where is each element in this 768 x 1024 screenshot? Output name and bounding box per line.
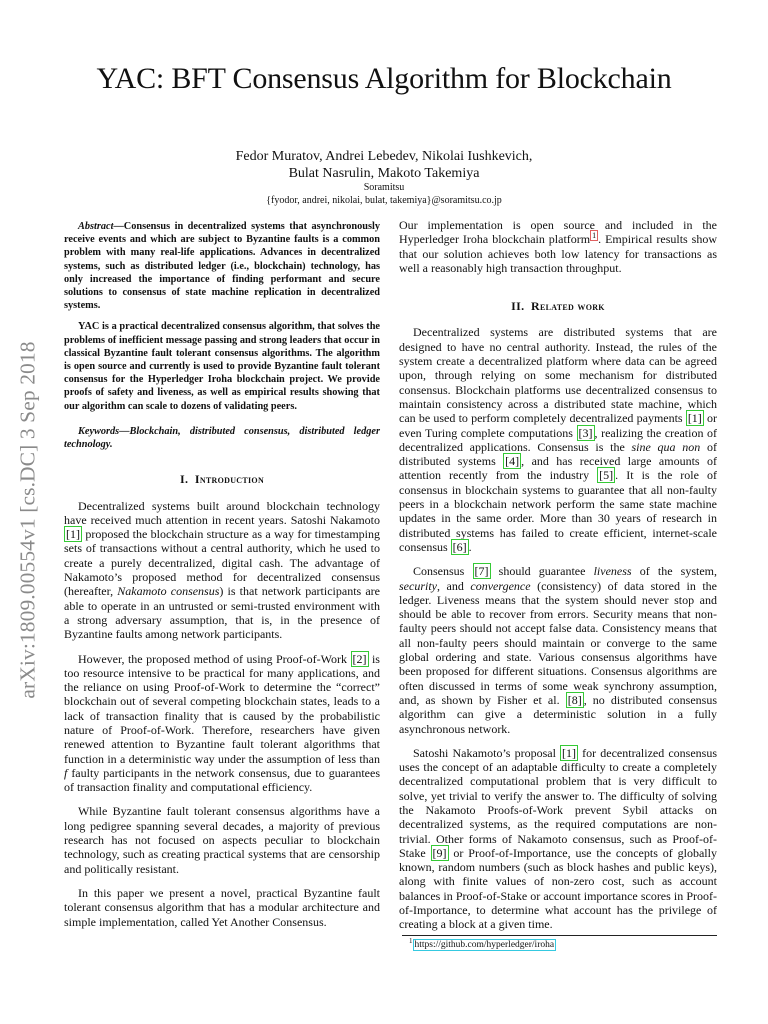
footnote	[409, 937, 556, 950]
section-heading-introduction	[64, 472, 380, 486]
text-run: of distributed systems	[399, 439, 717, 469]
citation-link[interactable]: [1]	[66, 527, 80, 542]
text-run: proposed the blockchain structure as a way for timestamping sets of transactions without a central authority, which he used to create a purely decentralized, digital cash. The advantage of Nakamoto’s proposed method for decentralized consensus (hereafter,	[64, 527, 380, 599]
footnote-url-link[interactable]: https://github.com/hyperledger/iroha	[414, 940, 555, 951]
text-run: or Proof-of-Importance, use the concepts of globally known, random numbers (such as block hashes and public keys), along with finite values of non-zero cost, such as account balances in Proof-of-Stake or account importance scores in Proof-of-Importance, to determine what account has the privilege of creating a block at a given time.	[399, 845, 717, 932]
citation-link[interactable]: [1]	[562, 745, 577, 760]
emphasis-text: Nakamoto consensus	[117, 584, 220, 599]
footnote-marker-link[interactable]: 1	[592, 231, 597, 241]
text-run: . It is the role of consensus in blockchain systems to guarantee that all non-faulty peers in a blockchain network perform the same state machine updates in the same order. More than 30 years of research in distributed systems has failed to create efficient, internet-scale consensus	[399, 468, 717, 554]
text-run: , and	[437, 578, 471, 593]
keywords-text: Blockchain, distributed consensus, distributed ledger technology.	[64, 425, 380, 451]
math-variable: f	[64, 765, 68, 780]
authors-line-1: Fedor Muratov, Andrei Lebedev, Nikolai Iushkevich,	[235, 149, 533, 164]
intro-paragraph-1	[64, 499, 380, 642]
keywords-label: Keywords	[78, 425, 120, 437]
author-list	[0, 148, 768, 182]
citation-link[interactable]: [8]	[567, 692, 582, 707]
emphasis-text: security	[399, 578, 437, 593]
text-run: Satoshi Nakamoto’s proposal	[413, 745, 561, 760]
related-work-paragraph-1	[399, 325, 717, 554]
text-run: or even Turing complete computations	[399, 411, 718, 440]
citation-link[interactable]: [2]	[352, 651, 367, 666]
text-run: Decentralized systems are distributed systems that are designed to have no central authority. Instead, the rules of the system create a decentralized platform where data can be agreed upon, through relying on some mechanism for distributed consensus. Blockchain platforms use decentralized consensus to maintain consistency across a distributed state machine, which can be used to perform completely decentralized payments	[399, 325, 717, 426]
abstract-label: Abstract	[78, 221, 114, 232]
author-emails: {fyodor, andrei, nikolai, bulat, takemiya}@soramitsu.co.jp	[266, 195, 502, 206]
text-run: , realizing the creation of decentralized applications. Consensus is the	[399, 425, 717, 454]
text-run: .	[468, 539, 472, 554]
right-column	[399, 218, 717, 942]
citation-link[interactable]: [3]	[578, 425, 593, 440]
paper-title: YAC: BFT Consensus Algorithm for Blockchain	[96, 62, 672, 95]
citation-link[interactable]: [7]	[474, 564, 489, 579]
intro-paragraph-4: In this paper we present a novel, practical Byzantine fault tolerant consensus algorithm that has a modular architecture and simple implementation, called Yet Another Consensus.	[64, 885, 380, 929]
citation-link[interactable]: [1]	[687, 411, 702, 426]
citation-link[interactable]: [9]	[432, 845, 447, 860]
text-run: should guarantee	[490, 564, 594, 579]
citation-link[interactable]: [4]	[505, 454, 520, 469]
keywords: Keywords—Blockchain, distributed consensus, distributed ledger technology.	[64, 425, 380, 451]
text-run: , no distributed consensus algorithm can give a deterministic solution in a fully asynchronous network.	[399, 692, 717, 736]
authors-line-2: Bulat Nasrulin, Makoto Takemiya	[288, 166, 480, 181]
text-run: Our implementation is open source and included in the Hyperledger Iroha blockchain platform	[399, 218, 717, 247]
text-run: , and has received large amounts of attention recently from the industry	[399, 454, 717, 483]
text-run: of the system,	[631, 564, 718, 579]
text-run: . Empirical results show that our solution achieves both low latency for transactions as well a reasonably high transaction throughput.	[399, 232, 717, 275]
related-work-paragraph-2	[399, 564, 717, 736]
section-number: I.	[179, 472, 189, 487]
section-title: Related work	[531, 299, 605, 314]
citation-link[interactable]: [6]	[452, 539, 467, 554]
text-run: Decentralized systems built around blockchain technology have received much attention in recent years. Satoshi Nakamoto	[64, 498, 380, 527]
section-title: Introduction	[194, 472, 265, 487]
text-run: is too resource intensive to be practical for many applications, and the reliance on using Proof-of-Work to determine the “correct” blockchain out of several competing blockchain states, leads to a lack of transaction finality that is caused by the probabilistic nature of Proof-of-Work. Therefore, researchers have given renewed attention to Byzantine fault tolerant algorithms that function in a deterministic way under the assumption of less than	[64, 651, 380, 766]
text-run: (consistency) of data stored in the ledger. Liveness means that the system should never stop and should be able to recover from errors. Security means that non-faulty peers should not accept false data. Consistency means that all non-faulty peers should maintain or converge to the same global ordering and state. Various consensus algorithms have been proposed for different situations. Consensus algorithms are often discussed in terms of some weak synchrony assumption, and, as shown by Fisher et al.	[399, 578, 718, 707]
intro-continuation-paragraph	[399, 218, 717, 275]
arxiv-stamp-text: arXiv:1809.00554v1 [cs.DC] 3 Sep 2018	[15, 341, 40, 699]
footnote-number: 1	[409, 937, 413, 945]
text-run: faulty participants in the network consensus, due to guarantees of transaction finality and computational efficiency.	[64, 765, 380, 795]
abstract-paragraph-2: YAC is a practical decentralized consensus algorithm, that solves the problems of inefficient message passing and strong leaders that occur in classical Byzantine fault tolerant consensus algorithms. The algorithm is open source and currently is used to provide Byzantine fault tolerant consensus for the Hyperledger Iroha blockchain project. We provide proofs of safety and liveness, as well as empirical results showing that our algorithm can scale to dozens of validating peers.	[64, 321, 380, 412]
text-run: for decentralized consensus uses the concept of an adaptable difficulty to create a completely decentralized computational problem that is very difficult to solve, yet trivial to verify the answer to. The difficulty of solving the Nakamoto Proofs-of-Work prevent Sybil attacks on decentralized systems, as the required computations are non-trivial. Other forms of Nakamoto consensus, such as Proof-of-Stake	[399, 745, 718, 860]
related-work-paragraph-3	[399, 746, 717, 932]
emphasis-text: liveness	[593, 564, 632, 579]
arxiv-stamp	[17, 278, 39, 762]
intro-paragraph-2	[64, 652, 380, 795]
intro-paragraph-3: While Byzantine fault tolerant consensus algorithms have a long pedigree spanning several decades, a majority of previous research has not focused on aspects peculiar to blockchain technology, such as creating practical systems that are censorship and politically resistant.	[64, 804, 380, 876]
left-column	[64, 220, 380, 939]
text-run: However, the proposed method of using Proof-of-Work	[78, 651, 351, 666]
affiliation: Soramitsu	[363, 182, 405, 193]
text-run: Consensus	[413, 564, 473, 579]
section-heading-related-work	[399, 299, 717, 313]
section-number: II.	[511, 299, 525, 314]
abstract-paragraph-1: Abstract—Consensus in decentralized systems that asynchronously receive events and which are subject to Byzantine faults is a common problem with many real-life applications. Advances in decentralized systems, such as distributed ledger (i.e., blockchain) technology, has only increased the importance of finding performant and secure solutions to consensus of state machine replication in decentralized systems.	[64, 221, 380, 312]
emphasis-text: sine qua non	[631, 439, 701, 454]
abstract-text-1: Consensus in decentralized systems that asynchronously receive events and which are subject to Byzantine faults is a common problem with many real-life applications. Advances in decentralized systems, such as distributed ledger (i.e., blockchain) technology, has only increased the importance of finding performant and secure solutions to consensus of state machine replication in decentralized systems.	[64, 221, 380, 312]
emphasis-text: convergence	[470, 578, 531, 593]
text-run: ) is that network participants are able to operate in an untrusted or semi-trusted environment with a strong adversary assumption, that is, in the presence of Byzantine faults among network participants.	[64, 584, 380, 642]
citation-link[interactable]: [5]	[599, 468, 614, 483]
footnote-divider	[402, 935, 717, 936]
